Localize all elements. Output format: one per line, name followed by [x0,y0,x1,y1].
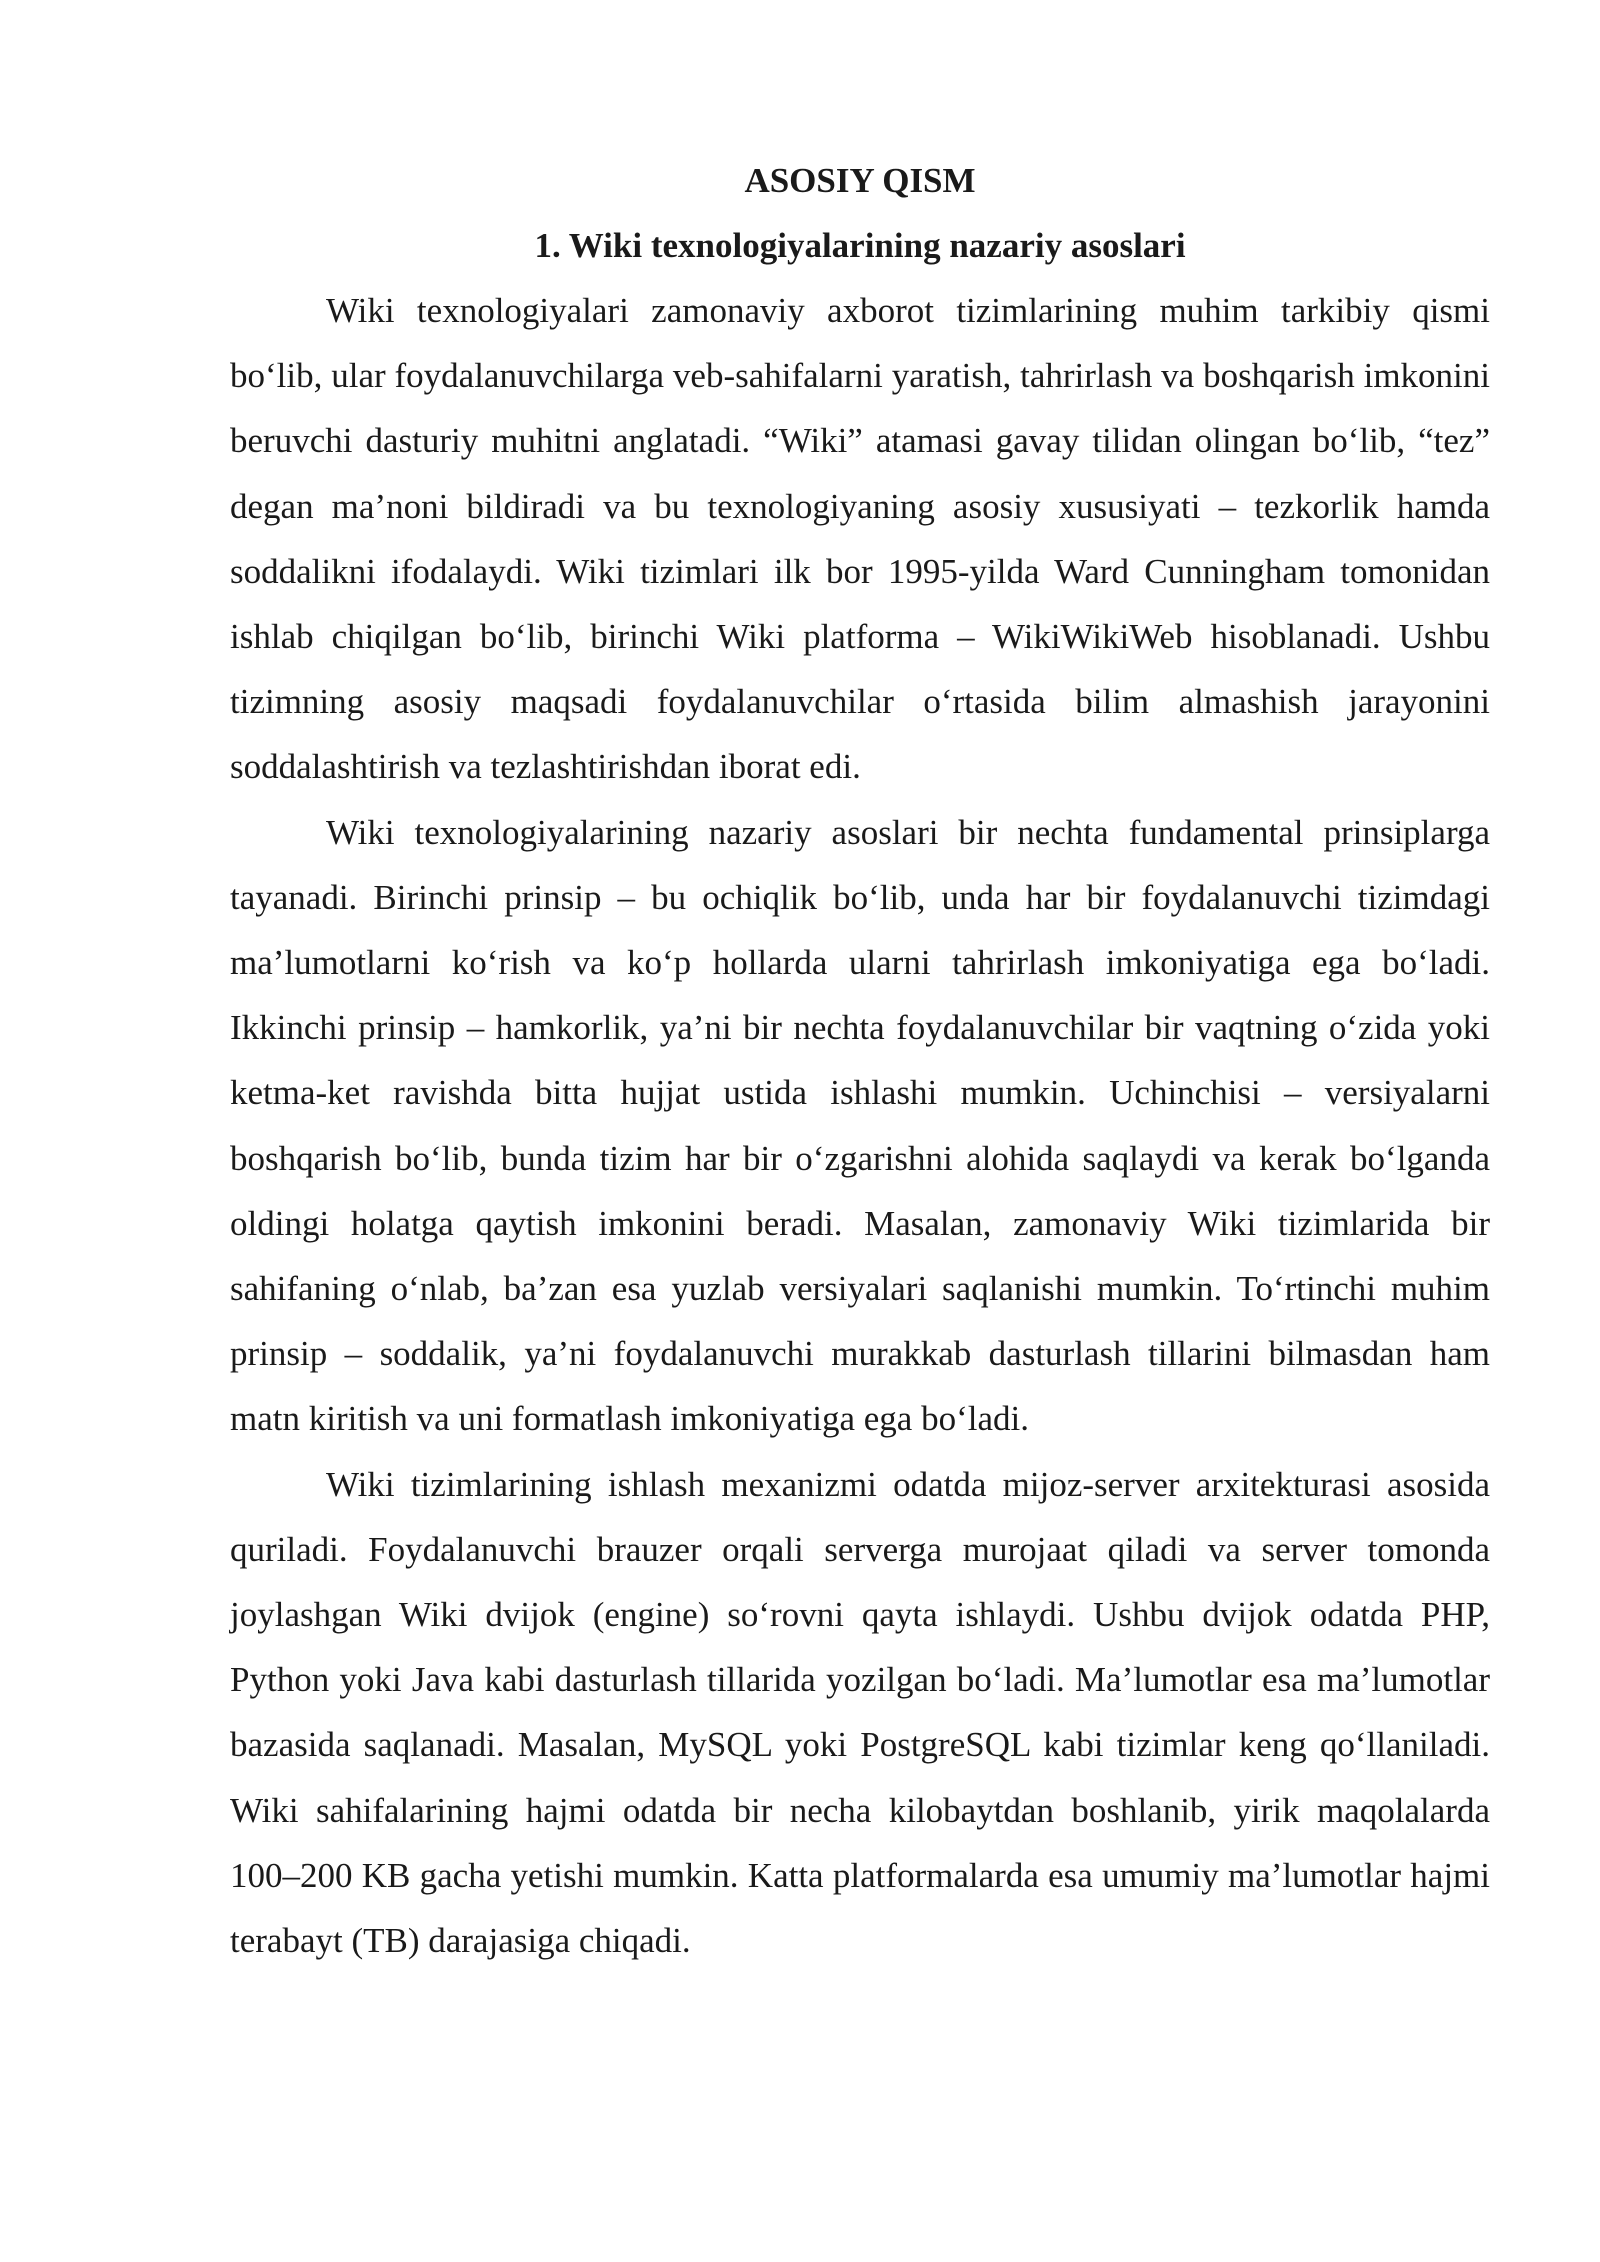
document-page [230,148,1490,1973]
section-heading: 1. Wiki texnologiyalarining nazariy asoslari [534,226,1186,265]
paragraph-2: Wiki texnologiyalarining nazariy asoslari bir nechta fundamental prinsiplarga tayanadi. Birinchi prinsip – bu ochiqlik bo‘lib, unda har bir foydalanuvchi tizimdagi ma’lumotlarni ko‘rish va ko‘p hollarda ularni tahrirlash imkoniyatiga ega bo‘ladi. Ikkinchi prinsip – hamkorlik, ya’ni bir nechta foydalanuvchilar bir vaqtning o‘zida yoki ketma-ket ravishda bitta hujjat ustida ishlashi mumkin. Uchinchisi – versiyalarni boshqarish bo‘lib, bunda tizim har bir o‘zgarishni alohida saqlaydi va kerak bo‘lganda oldingi holatga qaytish imkonini beradi. Masalan, zamonaviy Wiki tizimlarida bir sahifaning o‘nlab, ba’zan esa yuzlab versiyalari saqlanishi mumkin. To‘rtinchi muhim prinsip – soddalik, ya’ni foydalanuvchi murakkab dasturlash tillarini bilmasdan ham matn kiritish va uni formatlash imkoniyatiga ega bo‘ladi. [230,812,1490,1439]
main-heading: ASOSIY QISM [744,161,976,200]
paragraph-1: Wiki texnologiyalari zamonaviy axborot tizimlarining muhim tarkibiy qismi bo‘lib, ular foydalanuvchilarga veb-sahifalarni yaratish, tahrirlash va boshqarish imkonini beruvchi dasturiy muhitni anglatadi. “Wiki” atamasi gavay tilidan olingan bo‘lib, “tez” degan ma’noni bildiradi va bu texnologiyaning asosiy xususiyati – tezkorlik hamda soddalikni ifodalaydi. Wiki tizimlari ilk bor 1995-yilda Ward Cunningham tomonidan ishlab chiqilgan bo‘lib, birinchi Wiki platforma – WikiWikiWeb hisoblanadi. Ushbu tizimning asosiy maqsadi foydalanuvchilar o‘rtasida bilim almashish jarayonini soddalashtirish va tezlashtirishdan iborat edi. [230,291,1490,787]
paragraph-3: Wiki tizimlarining ishlash mexanizmi odatda mijoz-server arxitekturasi asosida quriladi. Foydalanuvchi brauzer orqali serverga murojaat qiladi va server tomonda joylashgan Wiki dvijok (engine) so‘rovni qayta ishlaydi. Ushbu dvijok odatda PHP, Python yoki Java kabi dasturlash tillarida yozilgan bo‘ladi. Ma’lumotlar esa ma’lumotlar bazasida saqlanadi. Masalan, MySQL yoki PostgreSQL kabi tizimlar keng qo‘llaniladi. Wiki sahifalarining hajmi odatda bir necha kilobaytdan boshlanib, yirik maqolalarda 100–200 KB gacha yetishi mumkin. Katta platformalarda esa umumiy ma’lumotlar hajmi terabayt (TB) darajasiga chiqadi. [230,1464,1490,1961]
